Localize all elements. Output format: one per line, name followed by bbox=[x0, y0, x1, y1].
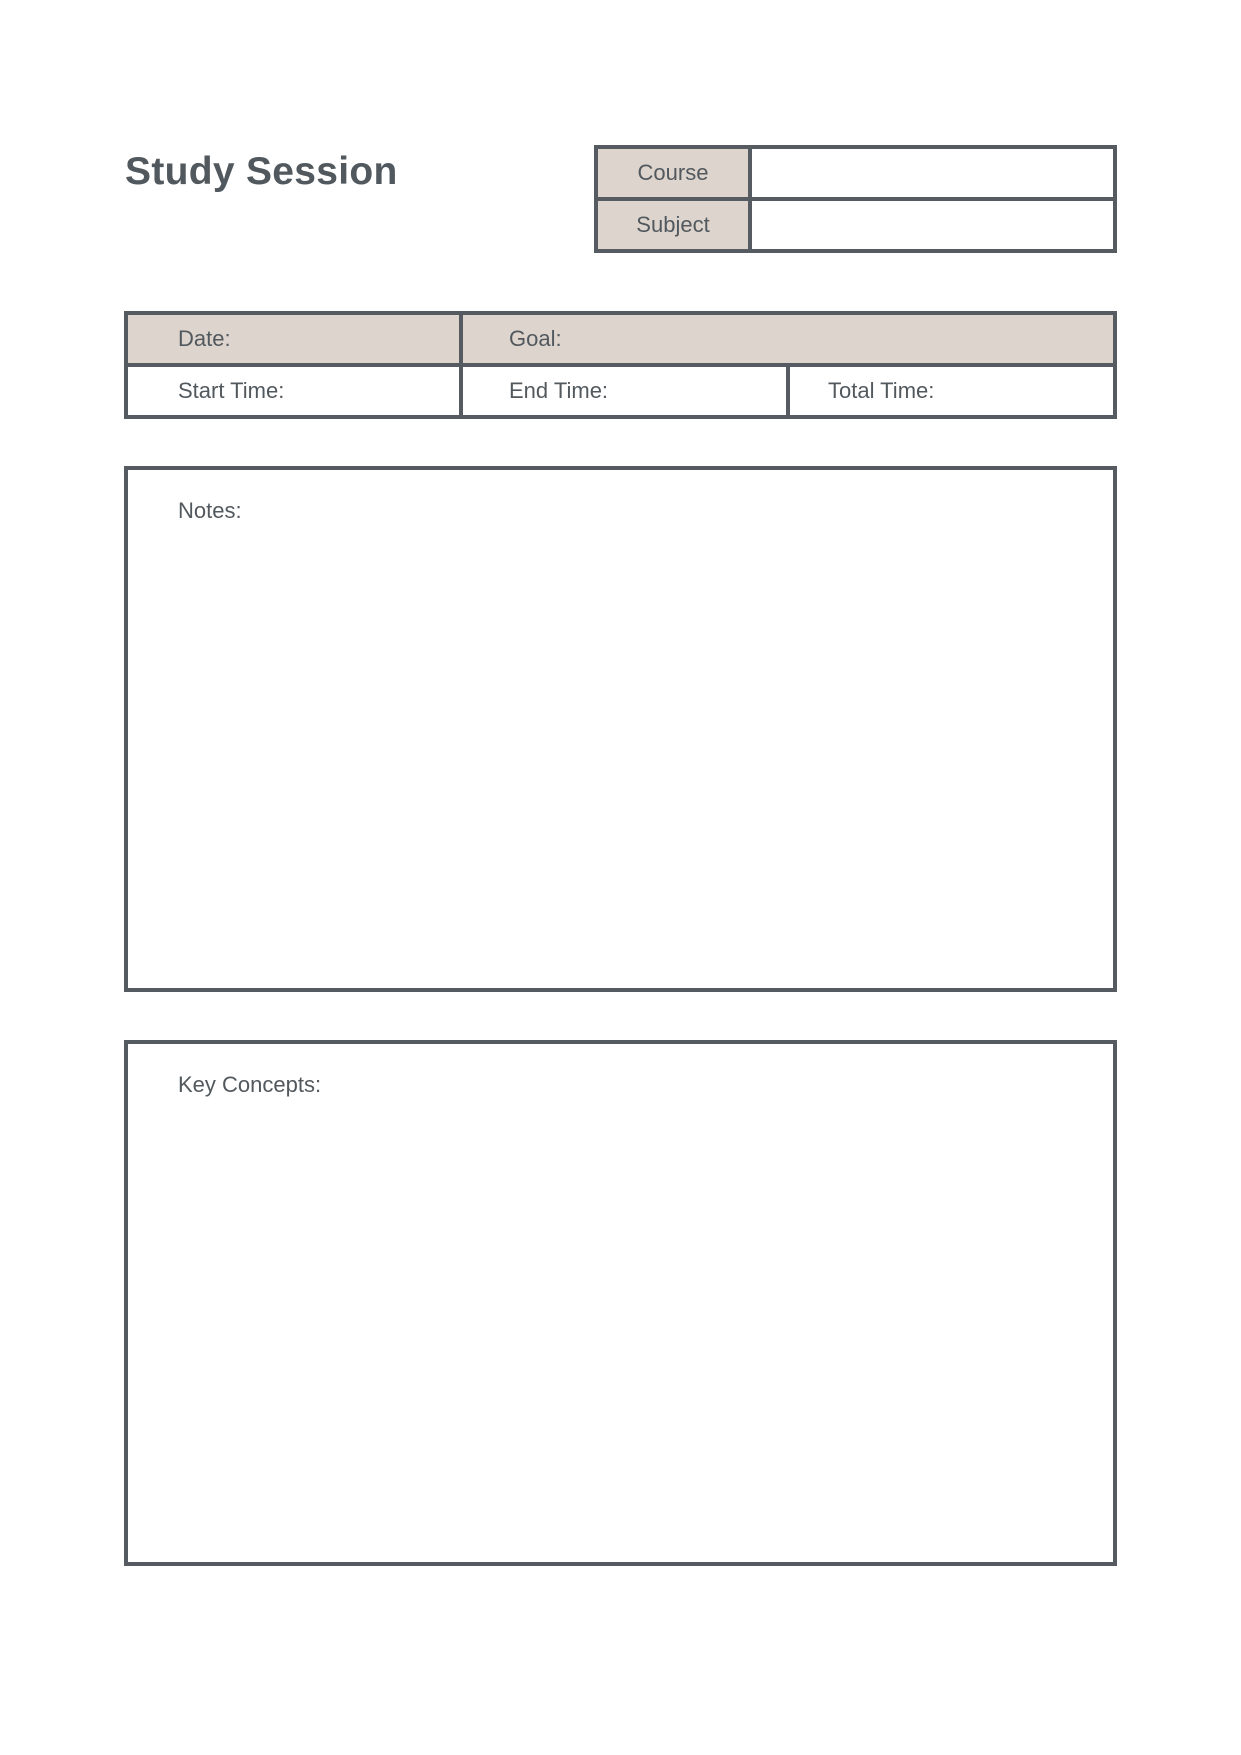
course-label: Course bbox=[637, 160, 709, 185]
key-concepts-label: Key Concepts: bbox=[178, 1072, 322, 1097]
session-info-table bbox=[124, 311, 1117, 419]
course-subject-table bbox=[594, 145, 1117, 253]
key-concepts-box[interactable] bbox=[124, 1040, 1117, 1566]
date-label: Date: bbox=[178, 326, 231, 351]
subject-label: Subject bbox=[636, 212, 710, 237]
session-info-divider-1 bbox=[459, 315, 463, 415]
subject-field[interactable] bbox=[752, 201, 1113, 249]
start-time-label: Start Time: bbox=[178, 378, 285, 403]
page-title: Study Session bbox=[125, 150, 398, 193]
notes-box[interactable] bbox=[124, 466, 1117, 992]
goal-label: Goal: bbox=[509, 326, 562, 351]
total-time-label: Total Time: bbox=[828, 378, 935, 403]
course-field[interactable] bbox=[752, 149, 1113, 197]
session-info-row-divider bbox=[128, 363, 1113, 367]
session-info-header-row bbox=[128, 315, 1113, 363]
notes-label: Notes: bbox=[178, 498, 242, 523]
session-info-divider-2 bbox=[786, 367, 790, 415]
end-time-label: End Time: bbox=[509, 378, 609, 403]
